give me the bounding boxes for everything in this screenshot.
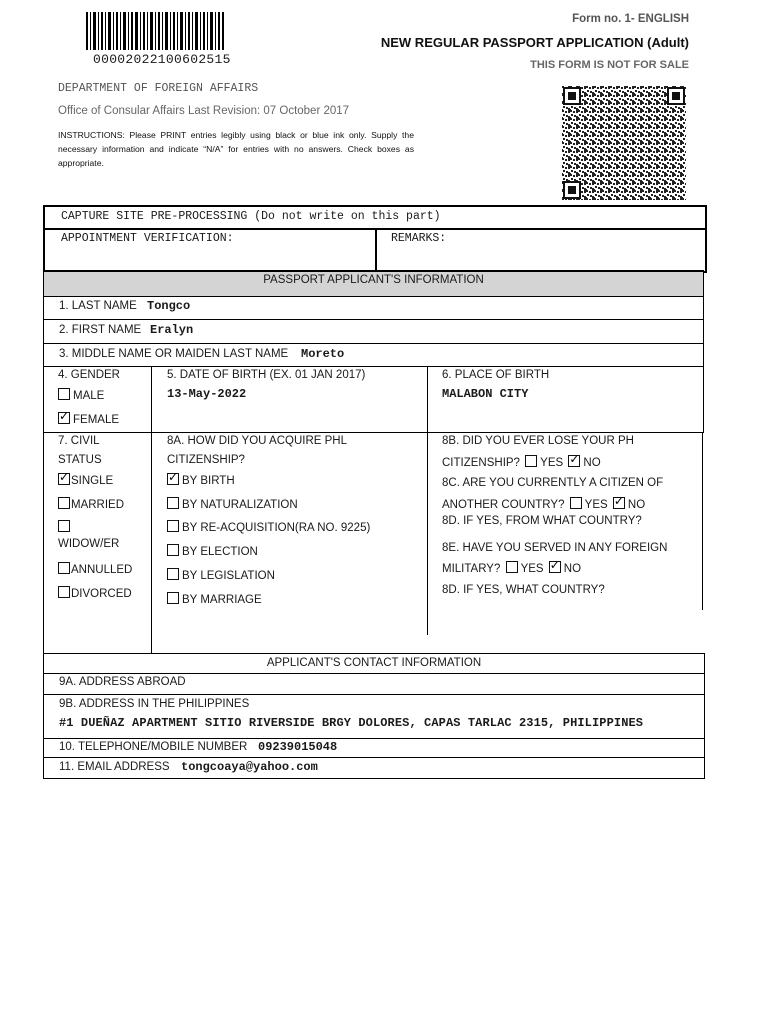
q8c-no-checkbox[interactable]	[613, 497, 625, 509]
last-name-label: 1. LAST NAME	[59, 300, 137, 312]
q8c-label-2: ANOTHER COUNTRY?	[442, 499, 565, 511]
gender-label: 4. GENDER	[58, 369, 120, 381]
civil-divorced-option[interactable]	[58, 586, 132, 600]
phone-value[interactable]: 09239015048	[258, 740, 338, 754]
civil-status-label-2: STATUS	[58, 454, 102, 466]
acq-reacquisition-label: BY RE-ACQUISITION(RA NO. 9225)	[182, 522, 371, 534]
dob-value[interactable]: 13-May-2022	[167, 387, 247, 401]
acq-naturalization-option[interactable]	[167, 497, 298, 511]
contact-section	[43, 653, 705, 779]
q8b-no-checkbox[interactable]	[568, 455, 580, 467]
q8c-yes-label: YES	[584, 499, 608, 511]
q8e-no-checkbox[interactable]	[549, 561, 561, 573]
applicant-section-title: PASSPORT APPLICANT'S INFORMATION	[263, 274, 484, 286]
q8e-yes-label: YES	[520, 563, 544, 575]
acq-election-label: BY ELECTION	[182, 546, 258, 558]
civil-married-checkbox[interactable]	[58, 497, 70, 509]
q8c-label-1: 8C. ARE YOU CURRENTLY A CITIZEN OF	[442, 477, 664, 489]
gender-female-option[interactable]	[58, 412, 119, 426]
q8d2-label: 8D. IF YES, WHAT COUNTRY?	[442, 584, 605, 596]
last-name-row	[43, 296, 704, 320]
form-title: NEW REGULAR PASSPORT APPLICATION (Adult)	[380, 35, 689, 50]
acquire-citizenship-label-1: 8A. HOW DID YOU ACQUIRE PHL	[167, 435, 347, 447]
barcode-number: 00002022100602515	[93, 52, 231, 67]
instructions: INSTRUCTIONS: Please PRINT entries legibly using black or blue ink only. Supply the necessary information and indicate “N/A” for entries with no answers. Check boxes as appropriate.	[58, 130, 414, 168]
q8e-label-2: MILITARY?	[442, 563, 501, 575]
civil-status-label-1: 7. CIVIL	[58, 435, 100, 447]
civil-annulled-checkbox[interactable]	[58, 562, 70, 574]
q8d-label: 8D. IF YES, FROM WHAT COUNTRY?	[442, 515, 642, 527]
civil-married-option[interactable]	[58, 497, 124, 511]
not-for-sale-notice: THIS FORM IS NOT FOR SALE	[530, 59, 689, 71]
acq-marriage-label: BY MARRIAGE	[182, 594, 262, 606]
capture-site-title: CAPTURE SITE PRE-PROCESSING (Do not write on this part)	[61, 210, 441, 223]
address-ph-value[interactable]: #1 DUEÑAZ APARTMENT SITIO RIVERSIDE BRGY DOLORES, CAPAS TARLAC 2315, PHILIPPINES	[59, 716, 644, 730]
office-revision: Office of Consular Affairs Last Revision: 07 October 2017	[58, 105, 350, 117]
gender-male-checkbox[interactable]	[58, 388, 70, 400]
gender-female-label: FEMALE	[73, 414, 120, 426]
qr-code	[562, 86, 686, 200]
q8c-yes-checkbox[interactable]	[570, 497, 582, 509]
acq-legislation-option[interactable]	[167, 568, 275, 582]
middle-name-label: 3. MIDDLE NAME OR MAIDEN LAST NAME	[59, 348, 289, 360]
civil-single-option[interactable]	[58, 473, 113, 487]
acq-election-option[interactable]	[167, 544, 258, 558]
acq-election-checkbox[interactable]	[167, 544, 179, 556]
barcode-image	[86, 12, 224, 52]
acq-birth-checkbox[interactable]	[167, 473, 179, 485]
capture-site-box	[43, 205, 707, 273]
civil-widow-option[interactable]	[58, 520, 73, 534]
q8e-no-label: NO	[563, 563, 582, 575]
address-ph-label: 9B. ADDRESS IN THE PHILIPPINES	[59, 698, 250, 710]
acq-birth-label: BY BIRTH	[182, 475, 235, 487]
qr-code-image	[562, 86, 686, 200]
form-number: Form no. 1- ENGLISH	[572, 13, 689, 25]
applicant-section	[43, 270, 704, 654]
civil-married-label: MARRIED	[71, 499, 125, 511]
acq-naturalization-checkbox[interactable]	[167, 497, 179, 509]
acq-birth-option[interactable]	[167, 473, 235, 487]
gender-male-option[interactable]	[58, 388, 104, 402]
acq-legislation-checkbox[interactable]	[167, 568, 179, 580]
remarks-label: REMARKS:	[391, 232, 447, 245]
appointment-verification-label: APPOINTMENT VERIFICATION:	[61, 232, 234, 245]
pob-value[interactable]: MALABON CITY	[442, 387, 529, 401]
email-label: 11. EMAIL ADDRESS	[59, 761, 170, 773]
q8b-no-label: NO	[583, 457, 601, 469]
acq-marriage-checkbox[interactable]	[167, 592, 179, 604]
contact-section-title: APPLICANT'S CONTACT INFORMATION	[266, 657, 482, 669]
civil-annulled-option[interactable]	[58, 562, 132, 576]
address-abroad-label: 9A. ADDRESS ABROAD	[59, 676, 186, 688]
civil-divorced-label: DIVORCED	[71, 588, 132, 600]
acq-naturalization-label: BY NATURALIZATION	[182, 499, 298, 511]
phone-label: 10. TELEPHONE/MOBILE NUMBER	[59, 741, 248, 753]
civil-single-label: SINGLE	[71, 475, 114, 487]
acq-legislation-label: BY LEGISLATION	[182, 570, 275, 582]
pob-label: 6. PLACE OF BIRTH	[442, 369, 550, 381]
q8c-no-label: NO	[627, 499, 646, 511]
civil-single-checkbox[interactable]	[58, 473, 70, 485]
middle-name-row	[43, 344, 704, 367]
civil-widow-label: WIDOW/ER	[58, 538, 120, 550]
middle-name-value[interactable]: Moreto	[301, 347, 345, 361]
civil-divorced-checkbox[interactable]	[58, 586, 70, 598]
first-name-label: 2. FIRST NAME	[59, 324, 142, 336]
q8b-answer	[442, 455, 601, 469]
gender-female-checkbox[interactable]	[58, 412, 70, 424]
department-name: DEPARTMENT OF FOREIGN AFFAIRS	[58, 82, 259, 95]
q8b-label-2: CITIZENSHIP?	[442, 457, 520, 469]
q8b-yes-label: YES	[540, 457, 564, 469]
acq-marriage-option[interactable]	[167, 592, 262, 606]
first-name-value[interactable]: Eralyn	[150, 323, 194, 337]
q8e-yes-checkbox[interactable]	[506, 561, 518, 573]
acq-reacquisition-checkbox[interactable]	[167, 520, 179, 532]
gender-dob-row	[43, 367, 704, 433]
civil-annulled-label: ANNULLED	[71, 564, 133, 576]
q8b-label-1: 8B. DID YOU EVER LOSE YOUR PH	[442, 435, 634, 447]
barcode	[86, 12, 224, 52]
email-value[interactable]: tongcoaya@yahoo.com	[181, 760, 318, 774]
gender-male-label: MALE	[73, 390, 105, 402]
last-name-value[interactable]: Tongco	[147, 299, 191, 313]
dob-label: 5. DATE OF BIRTH (EX. 01 JAN 2017)	[167, 369, 366, 381]
first-name-row	[43, 320, 704, 344]
civil-widow-checkbox[interactable]	[58, 520, 70, 532]
q8e-label-1: 8E. HAVE YOU SERVED IN ANY FOREIGN	[442, 542, 668, 554]
q8e-answer	[442, 561, 581, 575]
q8c-answer	[442, 497, 645, 511]
acquire-citizenship-label-2: CITIZENSHIP?	[167, 454, 245, 466]
acq-reacquisition-option[interactable]	[167, 520, 370, 534]
q8b-yes-checkbox[interactable]	[525, 455, 537, 467]
